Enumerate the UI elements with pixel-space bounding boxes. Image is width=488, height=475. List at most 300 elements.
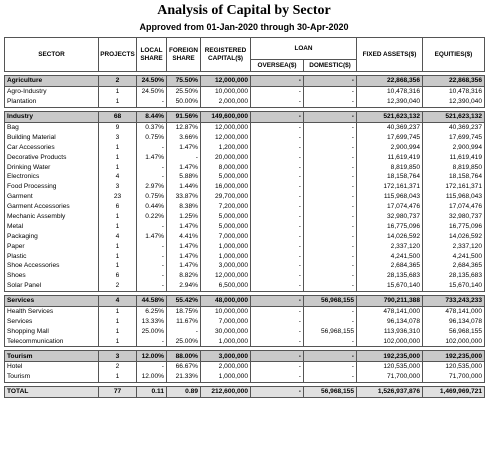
header-local-share: LOCAL SHARE — [137, 38, 167, 72]
cell-domestic: - — [304, 122, 357, 132]
cell-registered: 12,000,000 — [201, 76, 251, 87]
cell-local: 2.97% — [137, 182, 167, 192]
cell-equities: 14,026,592 — [423, 231, 485, 241]
cell-equities: 8,819,850 — [423, 162, 485, 172]
cell-sector: Shoes — [5, 271, 99, 281]
header-foreign-share: FOREIGN SHARE — [167, 38, 201, 72]
cell-equities: 2,337,120 — [423, 241, 485, 251]
cell-local: - — [137, 261, 167, 271]
cell-equities: 120,535,000 — [423, 362, 485, 372]
cell-overseas: - — [251, 251, 304, 261]
cell-sector: Telecommunication — [5, 336, 99, 346]
cell-sector: Building Material — [5, 132, 99, 142]
cell-registered: 16,000,000 — [201, 182, 251, 192]
cell-projects: 2 — [99, 281, 137, 291]
cell-foreign: 1.47% — [167, 261, 201, 271]
cell-registered: 12,000,000 — [201, 132, 251, 142]
cell-fixed: 1,526,937,876 — [357, 386, 423, 397]
cell-equities: 16,775,096 — [423, 221, 485, 231]
cell-sector: Garment — [5, 192, 99, 202]
cell-projects: 1 — [99, 142, 137, 152]
cell-projects: 4 — [99, 295, 137, 306]
cell-projects: 1 — [99, 86, 137, 96]
table-row — [5, 261, 485, 271]
cell-fixed: 8,819,850 — [357, 162, 423, 172]
cell-registered: 1,000,000 — [201, 251, 251, 261]
cell-overseas: - — [251, 231, 304, 241]
cell-domestic: - — [304, 142, 357, 152]
table-row — [5, 362, 485, 372]
cell-local: 44.58% — [137, 295, 167, 306]
cell-projects: 1 — [99, 372, 137, 382]
cell-registered: 5,000,000 — [201, 212, 251, 222]
cell-overseas: - — [251, 306, 304, 316]
cell-sector: Packaging — [5, 231, 99, 241]
cell-fixed: 17,074,476 — [357, 202, 423, 212]
cell-sector: Plantation — [5, 97, 99, 107]
cell-sector: TOTAL — [5, 386, 99, 397]
cell-registered: 2,000,000 — [201, 362, 251, 372]
cell-registered: 3,000,000 — [201, 261, 251, 271]
table-row — [5, 212, 485, 222]
table-row — [5, 132, 485, 142]
table-row — [5, 326, 485, 336]
cell-overseas: - — [251, 386, 304, 397]
cell-sector: Metal — [5, 221, 99, 231]
header-projects: PROJECTS — [99, 38, 137, 72]
cell-local: 24.50% — [137, 86, 167, 96]
cell-sector: Drinking Water — [5, 162, 99, 172]
cell-domestic: - — [304, 306, 357, 316]
cell-foreign: 91.56% — [167, 111, 201, 122]
cell-sector: Paper — [5, 241, 99, 251]
cell-foreign: 25.00% — [167, 336, 201, 346]
cell-equities: 22,868,356 — [423, 76, 485, 87]
cell-sector: Decorative Products — [5, 152, 99, 162]
table-row — [5, 192, 485, 202]
cell-registered: 149,600,000 — [201, 111, 251, 122]
cell-local: 0.22% — [137, 212, 167, 222]
cell-local: 6.25% — [137, 306, 167, 316]
cell-overseas: - — [251, 202, 304, 212]
cell-overseas: - — [251, 76, 304, 87]
table-row — [5, 202, 485, 212]
cell-fixed: 478,141,000 — [357, 306, 423, 316]
cell-projects: 1 — [99, 306, 137, 316]
cell-overseas: - — [251, 111, 304, 122]
cell-domestic: - — [304, 231, 357, 241]
cell-domestic: - — [304, 192, 357, 202]
table-row — [5, 221, 485, 231]
cell-domestic: - — [304, 97, 357, 107]
cell-overseas: - — [251, 326, 304, 336]
cell-domestic: - — [304, 261, 357, 271]
cell-foreign: 12.87% — [167, 122, 201, 132]
cell-overseas: - — [251, 241, 304, 251]
cell-sector: Industry — [5, 111, 99, 122]
capital-table — [4, 37, 485, 398]
cell-equities: 17,699,745 — [423, 132, 485, 142]
cell-domestic: 56,968,155 — [304, 326, 357, 336]
cell-domestic: - — [304, 132, 357, 142]
cell-registered: 1,000,000 — [201, 241, 251, 251]
cell-overseas: - — [251, 86, 304, 96]
cell-sector: Services — [5, 316, 99, 326]
cell-fixed: 2,900,994 — [357, 142, 423, 152]
cell-local: - — [137, 251, 167, 261]
cell-local: - — [137, 271, 167, 281]
cell-sector: Bag — [5, 122, 99, 132]
cell-projects: 4 — [99, 231, 137, 241]
cell-fixed: 172,161,371 — [357, 182, 423, 192]
cell-fixed: 115,968,043 — [357, 192, 423, 202]
cell-foreign: 1.47% — [167, 221, 201, 231]
table-row — [5, 97, 485, 107]
cell-fixed: 113,936,310 — [357, 326, 423, 336]
cell-equities: 1,469,969,721 — [423, 386, 485, 397]
cell-fixed: 16,775,096 — [357, 221, 423, 231]
group-row — [5, 76, 485, 87]
report-subtitle: Approved from 01-Jan-2020 through 30-Apr-2020 — [139, 22, 349, 32]
cell-fixed: 521,623,132 — [357, 111, 423, 122]
cell-local: - — [137, 221, 167, 231]
header-sector: SECTOR — [5, 38, 99, 72]
cell-domestic: - — [304, 271, 357, 281]
cell-foreign: 66.67% — [167, 362, 201, 372]
cell-registered: 212,600,000 — [201, 386, 251, 397]
header-loan: LOAN — [251, 38, 357, 60]
cell-equities: 115,968,043 — [423, 192, 485, 202]
cell-domestic: 56,968,155 — [304, 386, 357, 397]
cell-local: - — [137, 281, 167, 291]
cell-equities: 2,684,365 — [423, 261, 485, 271]
cell-local: - — [137, 362, 167, 372]
cell-local: - — [137, 142, 167, 152]
cell-sector: Shopping Mall — [5, 326, 99, 336]
cell-sector: Agriculture — [5, 76, 99, 87]
cell-registered: 1,200,000 — [201, 142, 251, 152]
cell-projects: 3 — [99, 351, 137, 362]
cell-domestic: - — [304, 281, 357, 291]
cell-equities: 18,158,764 — [423, 172, 485, 182]
table-row — [5, 231, 485, 241]
table-row — [5, 271, 485, 281]
cell-foreign: 1.44% — [167, 182, 201, 192]
cell-equities: 192,235,000 — [423, 351, 485, 362]
cell-overseas: - — [251, 271, 304, 281]
cell-local: 12.00% — [137, 351, 167, 362]
cell-foreign: 55.42% — [167, 295, 201, 306]
cell-domestic: - — [304, 241, 357, 251]
cell-foreign: 5.88% — [167, 172, 201, 182]
cell-local: 1.47% — [137, 152, 167, 162]
cell-projects: 4 — [99, 172, 137, 182]
cell-overseas: - — [251, 172, 304, 182]
cell-projects: 68 — [99, 111, 137, 122]
cell-equities: 2,900,994 — [423, 142, 485, 152]
cell-registered: 5,000,000 — [201, 221, 251, 231]
cell-overseas: - — [251, 212, 304, 222]
cell-domestic: - — [304, 76, 357, 87]
cell-registered: 29,700,000 — [201, 192, 251, 202]
cell-projects: 1 — [99, 241, 137, 251]
cell-projects: 1 — [99, 162, 137, 172]
cell-projects: 1 — [99, 212, 137, 222]
cell-equities: 11,619,419 — [423, 152, 485, 162]
cell-domestic: - — [304, 316, 357, 326]
cell-domestic: - — [304, 202, 357, 212]
group-row — [5, 351, 485, 362]
cell-projects: 3 — [99, 182, 137, 192]
cell-equities: 71,700,000 — [423, 372, 485, 382]
cell-local: 0.75% — [137, 192, 167, 202]
group-row — [5, 111, 485, 122]
cell-fixed: 96,134,078 — [357, 316, 423, 326]
cell-sector: Plastic — [5, 251, 99, 261]
cell-sector: Health Services — [5, 306, 99, 316]
cell-fixed: 71,700,000 — [357, 372, 423, 382]
cell-foreign: 4.41% — [167, 231, 201, 241]
cell-foreign: 18.75% — [167, 306, 201, 316]
cell-local: 12.00% — [137, 372, 167, 382]
cell-overseas: - — [251, 261, 304, 271]
cell-domestic: - — [304, 152, 357, 162]
cell-projects: 1 — [99, 336, 137, 346]
cell-overseas: - — [251, 351, 304, 362]
cell-fixed: 18,158,764 — [357, 172, 423, 182]
cell-local: - — [137, 241, 167, 251]
cell-fixed: 11,619,419 — [357, 152, 423, 162]
cell-registered: 1,000,000 — [201, 336, 251, 346]
cell-projects: 1 — [99, 251, 137, 261]
table-row — [5, 372, 485, 382]
cell-sector: Services — [5, 295, 99, 306]
cell-fixed: 28,135,683 — [357, 271, 423, 281]
cell-registered: 10,000,000 — [201, 306, 251, 316]
cell-local: 0.75% — [137, 132, 167, 142]
cell-overseas: - — [251, 362, 304, 372]
cell-registered: 8,000,000 — [201, 162, 251, 172]
cell-sector: Agro-Industry — [5, 86, 99, 96]
cell-overseas: - — [251, 281, 304, 291]
cell-equities: 15,670,140 — [423, 281, 485, 291]
cell-local: 25.00% — [137, 326, 167, 336]
cell-overseas: - — [251, 192, 304, 202]
cell-domestic: - — [304, 336, 357, 346]
cell-foreign: 2.94% — [167, 281, 201, 291]
cell-registered: 48,000,000 — [201, 295, 251, 306]
cell-fixed: 192,235,000 — [357, 351, 423, 362]
cell-projects: 6 — [99, 271, 137, 281]
cell-domestic: - — [304, 212, 357, 222]
cell-fixed: 790,211,388 — [357, 295, 423, 306]
cell-local: 8.44% — [137, 111, 167, 122]
cell-equities: 172,161,371 — [423, 182, 485, 192]
cell-local: - — [137, 162, 167, 172]
cell-registered: 7,000,000 — [201, 231, 251, 241]
cell-foreign: 1.47% — [167, 142, 201, 152]
cell-projects: 2 — [99, 362, 137, 372]
cell-equities: 56,968,155 — [423, 326, 485, 336]
cell-fixed: 120,535,000 — [357, 362, 423, 372]
cell-registered: 5,000,000 — [201, 172, 251, 182]
cell-local: 0.11 — [137, 386, 167, 397]
cell-foreign: 75.50% — [167, 76, 201, 87]
total-row — [5, 386, 485, 397]
cell-domestic: - — [304, 86, 357, 96]
table-row — [5, 306, 485, 316]
cell-fixed: 102,000,000 — [357, 336, 423, 346]
cell-sector: Shoe Accessories — [5, 261, 99, 271]
cell-local: 0.37% — [137, 122, 167, 132]
cell-registered: 30,000,000 — [201, 326, 251, 336]
cell-overseas: - — [251, 372, 304, 382]
cell-foreign: 25.50% — [167, 86, 201, 96]
cell-local: 1.47% — [137, 231, 167, 241]
cell-projects: 77 — [99, 386, 137, 397]
cell-sector: Hotel — [5, 362, 99, 372]
header-registered-capital: REGISTERED CAPITAL($) — [201, 38, 251, 72]
cell-local: - — [137, 336, 167, 346]
cell-projects: 1 — [99, 152, 137, 162]
cell-domestic: - — [304, 182, 357, 192]
cell-equities: 521,623,132 — [423, 111, 485, 122]
table-row — [5, 336, 485, 346]
cell-equities: 102,000,000 — [423, 336, 485, 346]
cell-fixed: 32,980,737 — [357, 212, 423, 222]
cell-projects: 1 — [99, 326, 137, 336]
cell-foreign: 3.66% — [167, 132, 201, 142]
report-title: Analysis of Capital by Sector — [157, 3, 331, 18]
cell-sector: Solar Panel — [5, 281, 99, 291]
cell-foreign: 1.47% — [167, 241, 201, 251]
cell-fixed: 14,026,592 — [357, 231, 423, 241]
table-row — [5, 162, 485, 172]
table-row — [5, 281, 485, 291]
cell-registered: 12,000,000 — [201, 122, 251, 132]
cell-foreign: 21.33% — [167, 372, 201, 382]
cell-equities: 733,243,233 — [423, 295, 485, 306]
cell-projects: 23 — [99, 192, 137, 202]
cell-fixed: 40,369,237 — [357, 122, 423, 132]
header-overseas: OVERSEA($) — [251, 60, 304, 72]
cell-equities: 478,141,000 — [423, 306, 485, 316]
cell-overseas: - — [251, 162, 304, 172]
cell-foreign: 11.67% — [167, 316, 201, 326]
cell-registered: 3,000,000 — [201, 351, 251, 362]
cell-overseas: - — [251, 97, 304, 107]
cell-overseas: - — [251, 132, 304, 142]
cell-registered: 10,000,000 — [201, 86, 251, 96]
cell-sector: Mechanic Assembly — [5, 212, 99, 222]
header-fixed-assets: FIXED ASSETS($) — [357, 38, 423, 72]
cell-foreign: - — [167, 326, 201, 336]
cell-registered: 7,000,000 — [201, 316, 251, 326]
cell-foreign: 8.38% — [167, 202, 201, 212]
cell-fixed: 2,337,120 — [357, 241, 423, 251]
cell-domestic: - — [304, 372, 357, 382]
cell-equities: 32,980,737 — [423, 212, 485, 222]
cell-overseas: - — [251, 316, 304, 326]
cell-sector: Electronics — [5, 172, 99, 182]
cell-local: - — [137, 97, 167, 107]
cell-domestic: 56,968,155 — [304, 295, 357, 306]
cell-foreign: 1.47% — [167, 162, 201, 172]
table-row — [5, 122, 485, 132]
cell-foreign: 33.87% — [167, 192, 201, 202]
cell-registered: 7,200,000 — [201, 202, 251, 212]
cell-overseas: - — [251, 122, 304, 132]
cell-foreign: 8.82% — [167, 271, 201, 281]
table-row — [5, 142, 485, 152]
cell-equities: 96,134,078 — [423, 316, 485, 326]
table-row — [5, 86, 485, 96]
cell-equities: 28,135,683 — [423, 271, 485, 281]
cell-fixed: 12,390,040 — [357, 97, 423, 107]
cell-foreign: 0.89 — [167, 386, 201, 397]
cell-local: 0.44% — [137, 202, 167, 212]
cell-foreign: 1.25% — [167, 212, 201, 222]
cell-registered: 12,000,000 — [201, 271, 251, 281]
cell-overseas: - — [251, 295, 304, 306]
cell-overseas: - — [251, 336, 304, 346]
cell-equities: 40,369,237 — [423, 122, 485, 132]
cell-foreign: - — [167, 152, 201, 162]
cell-local: 24.50% — [137, 76, 167, 87]
group-row — [5, 295, 485, 306]
cell-equities: 10,478,316 — [423, 86, 485, 96]
cell-foreign: 88.00% — [167, 351, 201, 362]
cell-domestic: - — [304, 251, 357, 261]
table-row — [5, 316, 485, 326]
cell-sector: Tourism — [5, 372, 99, 382]
header-equities: EQUITIES($) — [423, 38, 485, 72]
cell-domestic: - — [304, 221, 357, 231]
cell-sector: Tourism — [5, 351, 99, 362]
cell-overseas: - — [251, 142, 304, 152]
cell-overseas: - — [251, 182, 304, 192]
cell-fixed: 4,241,500 — [357, 251, 423, 261]
table-row — [5, 241, 485, 251]
cell-overseas: - — [251, 152, 304, 162]
cell-registered: 20,000,000 — [201, 152, 251, 162]
cell-overseas: - — [251, 221, 304, 231]
cell-projects: 6 — [99, 202, 137, 212]
cell-domestic: - — [304, 362, 357, 372]
cell-foreign: 1.47% — [167, 251, 201, 261]
cell-registered: 1,000,000 — [201, 372, 251, 382]
cell-projects: 1 — [99, 221, 137, 231]
cell-domestic: - — [304, 172, 357, 182]
table-row — [5, 251, 485, 261]
cell-foreign: 50.00% — [167, 97, 201, 107]
cell-fixed: 15,670,140 — [357, 281, 423, 291]
cell-projects: 9 — [99, 122, 137, 132]
cell-projects: 2 — [99, 76, 137, 87]
cell-sector: Garment Accessories — [5, 202, 99, 212]
cell-projects: 1 — [99, 97, 137, 107]
table-row — [5, 152, 485, 162]
cell-fixed: 2,684,365 — [357, 261, 423, 271]
cell-projects: 1 — [99, 316, 137, 326]
cell-equities: 4,241,500 — [423, 251, 485, 261]
cell-registered: 6,500,000 — [201, 281, 251, 291]
cell-domestic: - — [304, 351, 357, 362]
table-row — [5, 182, 485, 192]
cell-domestic: - — [304, 111, 357, 122]
table-row — [5, 172, 485, 182]
cell-local: - — [137, 172, 167, 182]
